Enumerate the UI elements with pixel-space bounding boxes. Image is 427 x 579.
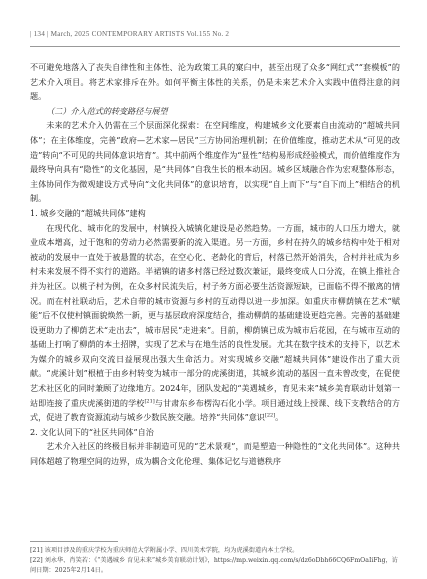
header-divider xyxy=(30,46,400,47)
paragraph-community: 艺术介入社区的终极目标并非制造可见的“艺术景观”，而是塑造一种隐性的“文化共同体”。这种共同体超越了物理空间的边界，成为耦合文化伦理、集体记忆与道德秩序 xyxy=(30,441,400,467)
section-heading-2: （二）介入范式的转变路径与展望 xyxy=(46,105,168,116)
running-header: | 134 | March, 2025 CONTEMPORARY ARTISTS Vol.155 No. 2 xyxy=(30,30,230,38)
footnote-ref[interactable]: [21] xyxy=(144,397,155,404)
paragraph-future-dimensions: 未来的艺术介入仍需在三个层面深化探索：在空间维度，构建城乡文化要素自由流动的“超城共同体”；在主体维度，完善“政府—艺术家—居民”三方协同治理机制；在价值维度，推动艺术从“可见的改造”转向“不可见的共同体意识培育”。其中前两个维度作为“显性”结构易形成经验模式，而价值维度作为最终导向具有“隐性”的文化基因，是“共同体”自我生长的根本动因。城乡区域融合作为宏观整体形态，主体协同作为微观建设方式导向“文化共同体”的意识培育，以实现“自上而下”与“自下而上”相结合的机制。 xyxy=(30,120,400,204)
footnote-divider xyxy=(30,541,118,542)
footnote-22: [22] 刘永华、肖笑若：《“美遇城乡 育见未来”城乡美育联动计划》，https://mp.weixin.qq.com/s/dz6oDbh66CQ6FmOaIiFhg，访问日期：2025年2月14日。 xyxy=(30,557,398,574)
footnote-21: [21] 该项目涉及的重庆学校为重庆师范大学附属小学、四川美术学院，均为虎溪街道内本土学校。 xyxy=(30,547,299,554)
footnote-ref[interactable]: [22] xyxy=(264,412,276,419)
subsection-heading-1: 1. 城乡交融的“超城共同体”建构 xyxy=(30,207,146,218)
subsection-heading-2: 2. 文化认同下的“社区共同体”自治 xyxy=(30,426,154,437)
footnotes xyxy=(30,546,400,576)
paragraph-continued: 不可避免地落入了丧失自律性和主体性、沦为政策工具的窠臼中，甚至出现了众多“网红式”“套模板”的艺术介入项目。将艺术家排斥在外。如何平衡主体性的关系，仍是未来艺术介入实践中值得注意的问题。 xyxy=(30,62,400,102)
article-body xyxy=(30,60,400,469)
paragraph-urban-rural: 在现代化、城市化的发展中，村镇投入城镇化建设是必然趋势。一方面，城市的人口压力增大，就业成本增高，过于饱和的劳动力必然需要新的流入渠道。另一方面，乡村在持久的城乡结构中处于相对被动的发展中一直处于被悬置的状态，在空心化、老龄化的背后，村落已然开始消失，合村并社成为乡村未来发展不得不实行的道路。半裙镇的诸多村落已经过数次兼证，最终变成人口分流，在镇上推社合并为社区。以桃子村为例，在众多村民流失后，村子务方面必要生活资源短缺，已面临不得不撤离的情况。而在村社联动后，艺术自带的城市资源与乡村的互动得以进一步加深。如重庆市柳荫镇在艺术“赋能”后不仅使村镇面貌焕然一新，更与基层政府深度结合，推动柳荫的基础建设更趋完善。完善的基础建设更助力了柳荫艺术“走出去”，城市居民“走进来”。目前，柳荫镇已成为城市后花园，在与城市互动的基础上打响了柳荫的本土招牌，实现了艺术与在地生活的良性发展。尤其在数字技术的支持下，以艺术为媒介的城乡双向交流日益展现出强大生命活力。对实现城乡交融“超城共同体”建设作出了重大贡献。“虎溪计划”根植于由乡村转变为城市一部分的虎溪街道，其城乡流动的基因一直未曾改变，在促使艺术社区化的同时兼顾了边缘地方。2024年，团队发起的“美遇城乡，育见未来”城乡美育联动计划第一站即连接了重庆虎溪街道的学校[21]与甘肃东乡布楞沟石化小学。项目通过线上授课、线下支教结合的方式，促进了教育资源流动与城乡少数民族交融。培养“共同体”意识[22]。 xyxy=(30,222,400,423)
